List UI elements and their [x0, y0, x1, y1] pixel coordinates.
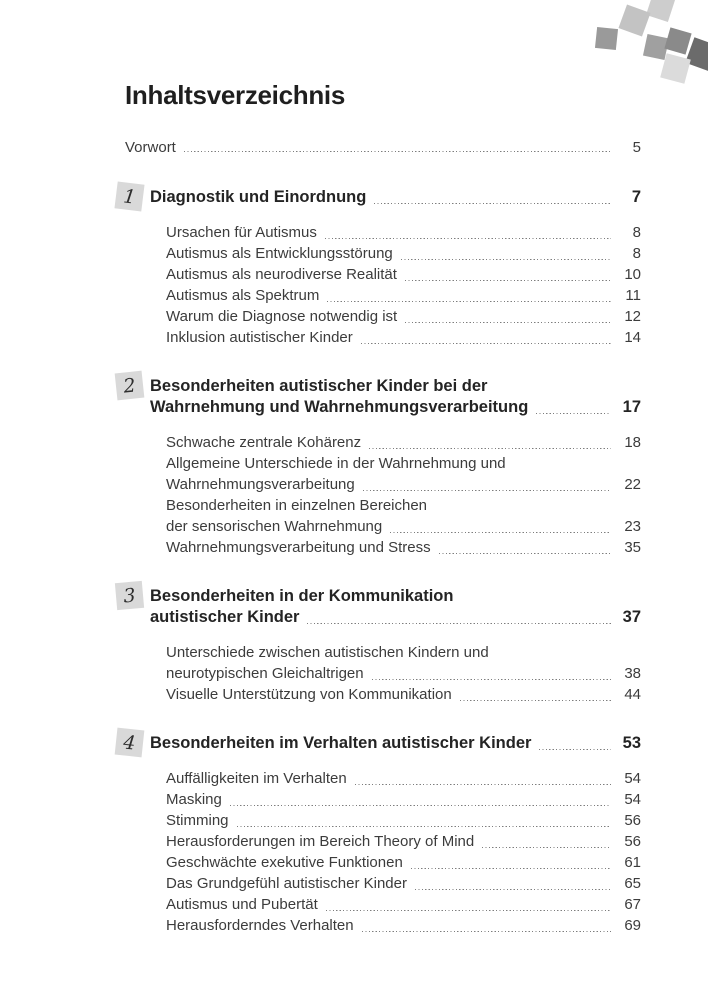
toc-page-number: 44 [624, 686, 641, 703]
toc-content [122, 80, 641, 936]
toc-entry-row [166, 852, 641, 873]
decor-square [664, 27, 691, 54]
toc-entry-label: Wahrnehmungsverarbeitung [166, 476, 355, 493]
toc-entry-vorwort [125, 136, 641, 156]
toc-entry-row [166, 894, 641, 915]
toc-entry-label: Diagnostik und Einordnung [150, 188, 367, 206]
toc-entry-label: autistischer Kinder [150, 608, 300, 626]
chapter-number-box [115, 728, 145, 758]
toc-page-number: 8 [632, 224, 641, 241]
decor-square [660, 53, 691, 84]
toc-entry-label: Masking [166, 791, 222, 808]
chapter-number: 4 [122, 730, 137, 755]
toc-entry-label: Autismus als Spektrum [166, 287, 320, 304]
toc-page-number: 11 [625, 287, 641, 304]
chapter-number-box [115, 581, 144, 610]
toc-page-number: 23 [624, 518, 641, 535]
toc-entry-row [166, 474, 641, 495]
toc-page-number: 53 [622, 734, 641, 752]
toc-entry [166, 852, 641, 873]
decor-square [646, 0, 675, 22]
dotted-leader [415, 889, 611, 890]
dotted-leader [411, 868, 611, 869]
toc-entry-row [166, 810, 641, 831]
toc-entry-row [166, 306, 641, 327]
dotted-leader [184, 151, 611, 152]
toc-entry-row [166, 243, 641, 264]
chapter-number: 2 [122, 373, 137, 398]
chapter-section [122, 730, 641, 936]
toc-entry-label: Ursachen für Autismus [166, 224, 317, 241]
toc-entry-line: Besonderheiten in einzelnen Bereichen [166, 497, 428, 514]
dotted-leader [405, 322, 611, 323]
toc-entry [166, 684, 641, 705]
toc-entry-label: Autismus als neurodiverse Realität [166, 266, 397, 283]
toc-entry-row [166, 264, 641, 285]
toc-page-number: 38 [624, 665, 641, 682]
toc-entry-row [166, 789, 641, 810]
toc-entry-row [166, 831, 641, 852]
toc-entry-label: Auffälligkeiten im Verhalten [166, 770, 347, 787]
chapter-entries [166, 222, 641, 348]
toc-entry-row [166, 915, 641, 936]
toc-page-number: 54 [624, 770, 641, 787]
toc-entry-label: Wahrnehmung und Wahrnehmungsverarbeitung [150, 398, 529, 416]
dotted-leader [363, 490, 611, 491]
toc-entry [166, 264, 641, 285]
toc-entry [166, 285, 641, 306]
dotted-leader [401, 259, 611, 260]
toc-entry [166, 915, 641, 936]
toc-entry [166, 306, 641, 327]
toc-entry [166, 453, 641, 495]
toc-entry-label: Herausforderndes Verhalten [166, 917, 354, 934]
dotted-leader [536, 413, 611, 414]
toc-entry-label: Warum die Diagnose notwendig ist [166, 308, 398, 325]
toc-page-number: 61 [624, 854, 641, 871]
dotted-leader [361, 343, 611, 344]
toc-entry [166, 789, 641, 810]
toc-entry-label: Das Grundgefühl autistischer Kinder [166, 875, 407, 892]
dotted-leader [326, 910, 611, 911]
toc-entry [166, 327, 641, 348]
toc-entry-row [166, 663, 641, 684]
toc-entry-label: neurotypischen Gleichaltrigen [166, 665, 364, 682]
chapter-number: 1 [122, 184, 137, 209]
chapter-heading [150, 186, 641, 209]
dotted-leader [374, 203, 611, 204]
dotted-leader [372, 679, 611, 680]
toc-entry-line: Unterschiede zwischen autistischen Kindern und [166, 644, 489, 661]
toc-page-number: 69 [624, 917, 641, 934]
toc-page-number: 10 [624, 266, 641, 283]
toc-entry-label: Visuelle Unterstützung von Kommunikation [166, 686, 452, 703]
toc-entry-row [166, 873, 641, 894]
chapter-number: 3 [122, 584, 137, 607]
toc-entry-label: Stimming [166, 812, 229, 829]
toc-entry [166, 831, 641, 852]
dotted-leader [307, 623, 611, 624]
chapter-heading-line: Besonderheiten in der Kommunikation [150, 587, 454, 605]
toc-page-number: 56 [624, 812, 641, 829]
toc-page-number: 5 [632, 139, 641, 156]
chapter-number-box [114, 181, 144, 211]
toc-entry-row [166, 285, 641, 306]
toc-entry-label: Autismus und Pubertät [166, 896, 318, 913]
toc-entry-row [166, 516, 641, 537]
toc-entry-row [166, 222, 641, 243]
toc-entry [166, 810, 641, 831]
toc-page-number: 17 [622, 398, 641, 416]
dotted-leader [355, 784, 611, 785]
chapter-entries [166, 768, 641, 936]
dotted-leader [327, 301, 611, 302]
toc-page-number: 18 [624, 434, 641, 451]
chapter-entries [166, 432, 641, 558]
toc-page-number: 22 [624, 476, 641, 493]
toc-entry-label: Besonderheiten im Verhalten autistischer Kinder [150, 734, 532, 752]
toc-entry [166, 243, 641, 264]
chapter-section [122, 184, 641, 348]
toc-entry [166, 222, 641, 243]
toc-entry-line: Allgemeine Unterschiede in der Wahrnehmung und [166, 455, 506, 472]
chapter-heading [150, 732, 641, 755]
chapter-heading-row [150, 606, 641, 629]
toc-page-number: 12 [624, 308, 641, 325]
toc-page-number: 54 [624, 791, 641, 808]
decor-square [618, 4, 650, 36]
toc-page-number: 14 [624, 329, 641, 346]
toc-entry-label: der sensorischen Wahrnehmung [166, 518, 383, 535]
dotted-leader [237, 826, 611, 827]
toc-entry [166, 495, 641, 537]
toc-entry-row [166, 432, 641, 453]
toc-page-number: 56 [624, 833, 641, 850]
toc-entry [166, 642, 641, 684]
chapter-heading-row [150, 186, 641, 209]
dotted-leader [325, 238, 611, 239]
page-title: Inhaltsverzeichnis [125, 80, 346, 110]
toc-entry [166, 894, 641, 915]
toc-entry-label: Vorwort [125, 139, 176, 156]
toc-entry-label: Geschwächte exekutive Funktionen [166, 854, 403, 871]
toc-page-number: 35 [624, 539, 641, 556]
toc-entry [166, 537, 641, 558]
toc-page-number: 65 [624, 875, 641, 892]
toc-entry-label: Herausforderungen im Bereich Theory of Mind [166, 833, 475, 850]
dotted-leader [460, 700, 611, 701]
dotted-leader [482, 847, 611, 848]
toc-entry-row [166, 684, 641, 705]
chapter-section [122, 373, 641, 558]
toc-entry-label: Wahrnehmungsverarbeitung und Stress [166, 539, 431, 556]
chapter-heading-row [150, 732, 641, 755]
dotted-leader [369, 448, 611, 449]
toc-page-number: 7 [631, 188, 641, 206]
dotted-leader [390, 532, 611, 533]
decor-square [595, 27, 618, 50]
toc-page-number: 37 [622, 608, 641, 626]
chapter-number-box [115, 371, 145, 401]
toc-entry-row [166, 327, 641, 348]
toc-entry [166, 768, 641, 789]
chapter-heading-row [150, 396, 641, 419]
toc-page-number: 8 [632, 245, 641, 262]
chapter-list [122, 184, 641, 936]
dotted-leader [439, 553, 611, 554]
chapter-heading-line: Besonderheiten autistischer Kinder bei der [150, 377, 488, 395]
chapter-heading [150, 585, 641, 629]
toc-entry-row [166, 768, 641, 789]
toc-entry-label: Schwache zentrale Kohärenz [166, 434, 362, 451]
toc-entry [166, 432, 641, 453]
toc-entry-label: Inklusion autistischer Kinder [166, 329, 353, 346]
dotted-leader [362, 931, 611, 932]
chapter-section [122, 584, 641, 705]
toc-entry [166, 873, 641, 894]
toc-entry-label: Autismus als Entwicklungsstörung [166, 245, 393, 262]
dotted-leader [230, 805, 611, 806]
dotted-leader [539, 749, 611, 750]
toc-entry-row [166, 537, 641, 558]
chapter-entries [166, 642, 641, 705]
dotted-leader [405, 280, 611, 281]
chapter-heading [150, 375, 641, 419]
toc-page-number: 67 [624, 896, 641, 913]
